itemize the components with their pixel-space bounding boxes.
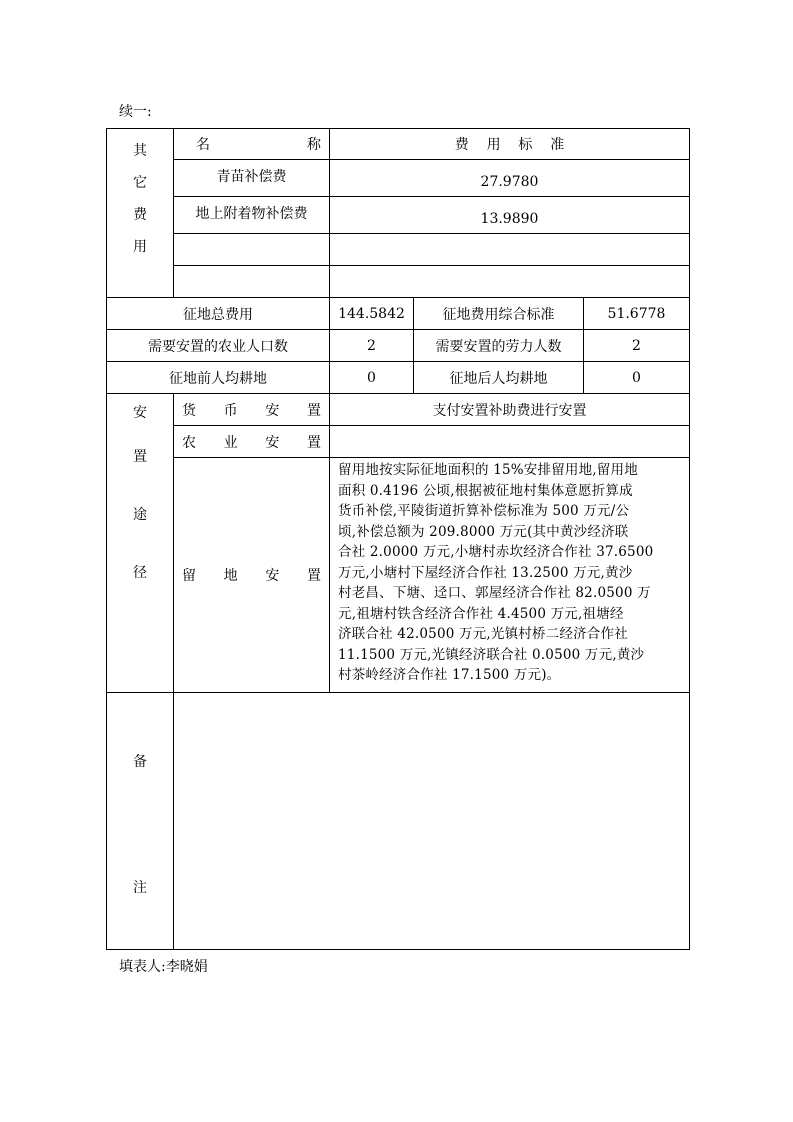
standard-header: 费 用 标 准 — [330, 129, 690, 160]
after-land-value: 0 — [584, 362, 690, 394]
standard-label: 征地费用综合标准 — [414, 298, 584, 330]
total-cost-label: 征地总费用 — [107, 298, 330, 330]
land-acquisition-table — [106, 128, 690, 950]
reserve-placement-label: 留 地 安 置 — [174, 458, 330, 693]
agri-placement-label: 农 业 安 置 — [174, 426, 330, 458]
before-land-value: 0 — [330, 362, 414, 394]
remarks-content — [174, 693, 690, 950]
fee-value: 13.9890 — [330, 197, 690, 234]
name-header: 名 称 — [174, 129, 330, 160]
table-row — [107, 330, 690, 362]
before-land-label: 征地前人均耕地 — [107, 362, 330, 394]
other-fees-category: 其 它 费 用 — [107, 129, 174, 298]
fee-value — [330, 234, 690, 266]
filler-label: 填表人:李晓娟 — [119, 959, 208, 975]
fee-name — [174, 234, 330, 266]
total-cost-value: 144.5842 — [330, 298, 414, 330]
remarks-label: 备 注 — [107, 693, 174, 950]
currency-placement-value: 支付安置补助费进行安置 — [330, 394, 690, 426]
table-row — [107, 362, 690, 394]
table-row — [107, 197, 690, 234]
table-row — [107, 160, 690, 197]
fee-value — [330, 266, 690, 298]
labor-label: 需要安置的劳力人数 — [414, 330, 584, 362]
agri-pop-value: 2 — [330, 330, 414, 362]
table-row — [107, 298, 690, 330]
agri-pop-label: 需要安置的农业人口数 — [107, 330, 330, 362]
table-row — [107, 266, 690, 298]
fee-name: 青苗补偿费 — [174, 160, 330, 197]
reserve-placement-description: 留用地按实际征地面积的 15%安排留用地,留用地 面积 0.4196 公顷,根据被征地村集体意愿折算成 货币补偿,平陵街道折算补偿标准为 500 万元/公 顷,补偿总额为 209.8000 万元(其中黄沙经济联 合社 2.0000 万元,小塘村赤坎经济合作社 37.6500 万元,小塘村下屋经济合作社 13.2500 万元,黄沙 村老昌、下塘、迳口、郭屋经济合作社 82.0500 万 元,祖塘村铁含经济合作社 4.4500 万元,祖塘经 济联合社 42.0500 万元,光镇村桥二经济合作社 11.1500 万元,光镇经济联合社 0.0500 万元,黄沙 村茶岭经济合作社 17.1500 万元)。 — [330, 458, 690, 693]
after-land-label: 征地后人均耕地 — [414, 362, 584, 394]
placement-category: 安 置 途 径 — [107, 394, 174, 693]
fee-name — [174, 266, 330, 298]
fee-name: 地上附着物补偿费 — [174, 197, 330, 234]
currency-placement-label: 货 币 安 置 — [174, 394, 330, 426]
labor-value: 2 — [584, 330, 690, 362]
standard-value: 51.6778 — [584, 298, 690, 330]
continued-label: 续一: — [119, 104, 152, 120]
table-row — [107, 234, 690, 266]
agri-placement-value — [330, 426, 690, 458]
fee-value: 27.9780 — [330, 160, 690, 197]
